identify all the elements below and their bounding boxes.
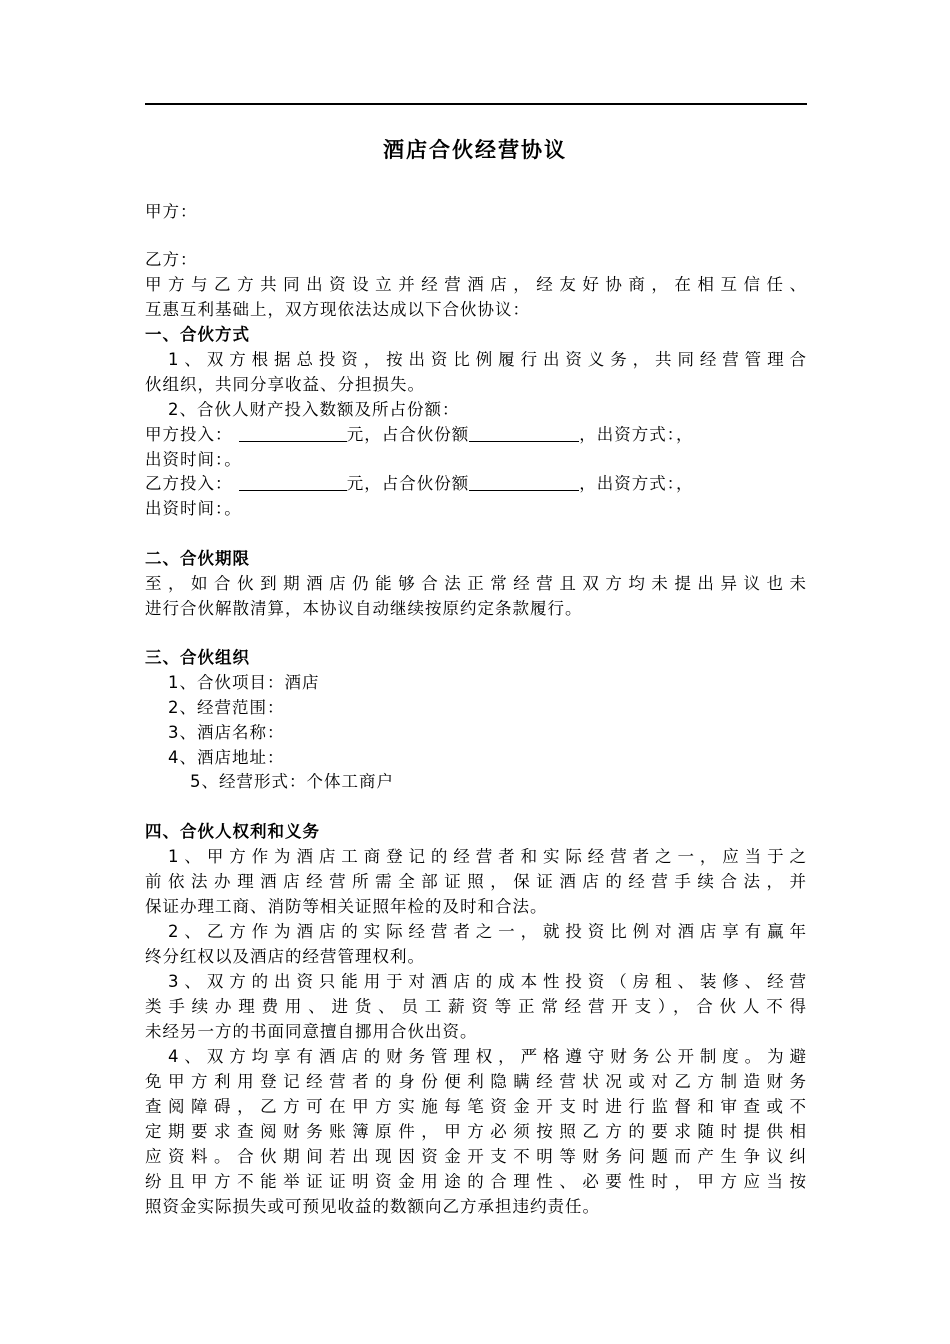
list-item: 3、酒店名称： (168, 723, 285, 742)
intro-line: 互惠互利基础上，双方现依法达成以下合伙协议： (145, 300, 530, 319)
paragraph-line: 应资料。合伙期间若出现因资金开支不明等财务问题而产生争议纠 (145, 1147, 807, 1166)
paragraph-line: 类手续办理费用、进货、员工薪资等正常经营开支），合伙人不得 (145, 997, 807, 1016)
document-title: 酒店合伙经营协议 (383, 138, 567, 162)
party-a-label: 甲方： (145, 202, 198, 221)
paragraph-line: 前依法办理酒店经营所需全部证照，保证酒店的经营手续合法，并 (145, 872, 807, 891)
paragraph-line: 进行合伙解散清算，本协议自动继续按原约定条款履行。 (145, 599, 583, 618)
paragraph-line: 3、双方的出资只能用于对酒店的成本性投资（房租、装修、经营 (168, 972, 807, 991)
paragraph-line: 纷且甲方不能举证证明资金用途的合理性、必要性时，甲方应当按 (145, 1172, 807, 1191)
paragraph-line: 伙组织，共同分享收益、分担损失。 (145, 375, 425, 394)
paragraph-line: 免甲方利用登记经营者的身份便利隐瞒经营状况或对乙方制造财务 (145, 1072, 807, 1091)
header-rule (145, 103, 807, 105)
paragraph-line: 1、甲方作为酒店工商登记的经营者和实际经营者之一，应当于之 (168, 847, 807, 866)
paragraph-line: 照资金实际损失或可预见收益的数额向乙方承担违约责任。 (145, 1197, 600, 1216)
invest-method: ，出资方式：， (579, 425, 694, 444)
intro-line: 甲方与乙方共同出资设立并经营酒店，经友好协商，在相互信任、 (145, 275, 807, 294)
paragraph-line: 终分红权以及酒店的经营管理权利。 (145, 947, 425, 966)
share-blank (469, 425, 579, 442)
party-b-investment (145, 472, 807, 496)
party-b-label: 乙方： (145, 250, 198, 269)
invest-label: 乙方投入： (145, 474, 233, 493)
section-heading: 二、合伙期限 (145, 549, 250, 568)
paragraph-line: 2、乙方作为酒店的实际经营者之一，就投资比例对酒店享有赢年 (168, 922, 807, 941)
investment-time: 出资时间：。 (145, 499, 242, 518)
invest-unit: 元，占合伙份额 (346, 474, 470, 493)
paragraph-line: 未经另一方的书面同意擅自挪用合伙出资。 (145, 1022, 478, 1041)
list-item: 4、酒店地址： (168, 748, 285, 767)
invest-label: 甲方投入： (145, 425, 233, 444)
investment-time: 出资时间：。 (145, 450, 242, 469)
list-item: 2、经营范围： (168, 698, 285, 717)
paragraph-line: 1、双方根据总投资，按出资比例履行出资义务，共同经营管理合 (168, 350, 807, 369)
invest-method: ，出资方式：， (579, 474, 694, 493)
paragraph-line: 保证办理工商、消防等相关证照年检的及时和合法。 (145, 897, 548, 916)
amount-blank (239, 474, 347, 491)
paragraph-line: 4、双方均享有酒店的财务管理权，严格遵守财务公开制度。为避 (168, 1047, 807, 1066)
section-heading: 三、合伙组织 (145, 648, 250, 667)
party-a-investment (145, 423, 807, 447)
paragraph-line: 至，如合伙到期酒店仍能够合法正常经营且双方均未提出异议也未 (145, 574, 807, 593)
invest-unit: 元，占合伙份额 (346, 425, 470, 444)
paragraph-line: 查阅障碍，乙方可在甲方实施每笔资金开支时进行监督和审查或不 (145, 1097, 807, 1116)
section-heading: 一、合伙方式 (145, 325, 250, 344)
share-blank (469, 474, 579, 491)
list-item: 2、合伙人财产投入数额及所占份额： (168, 400, 460, 419)
list-item: 1、合伙项目：酒店 (168, 673, 320, 692)
amount-blank (239, 425, 347, 442)
section-heading: 四、合伙人权利和义务 (145, 822, 320, 841)
paragraph-line: 定期要求查阅财务账簿原件，甲方必须按照乙方的要求随时提供相 (145, 1122, 807, 1141)
list-item: 5、经营形式：个体工商户 (190, 772, 394, 791)
